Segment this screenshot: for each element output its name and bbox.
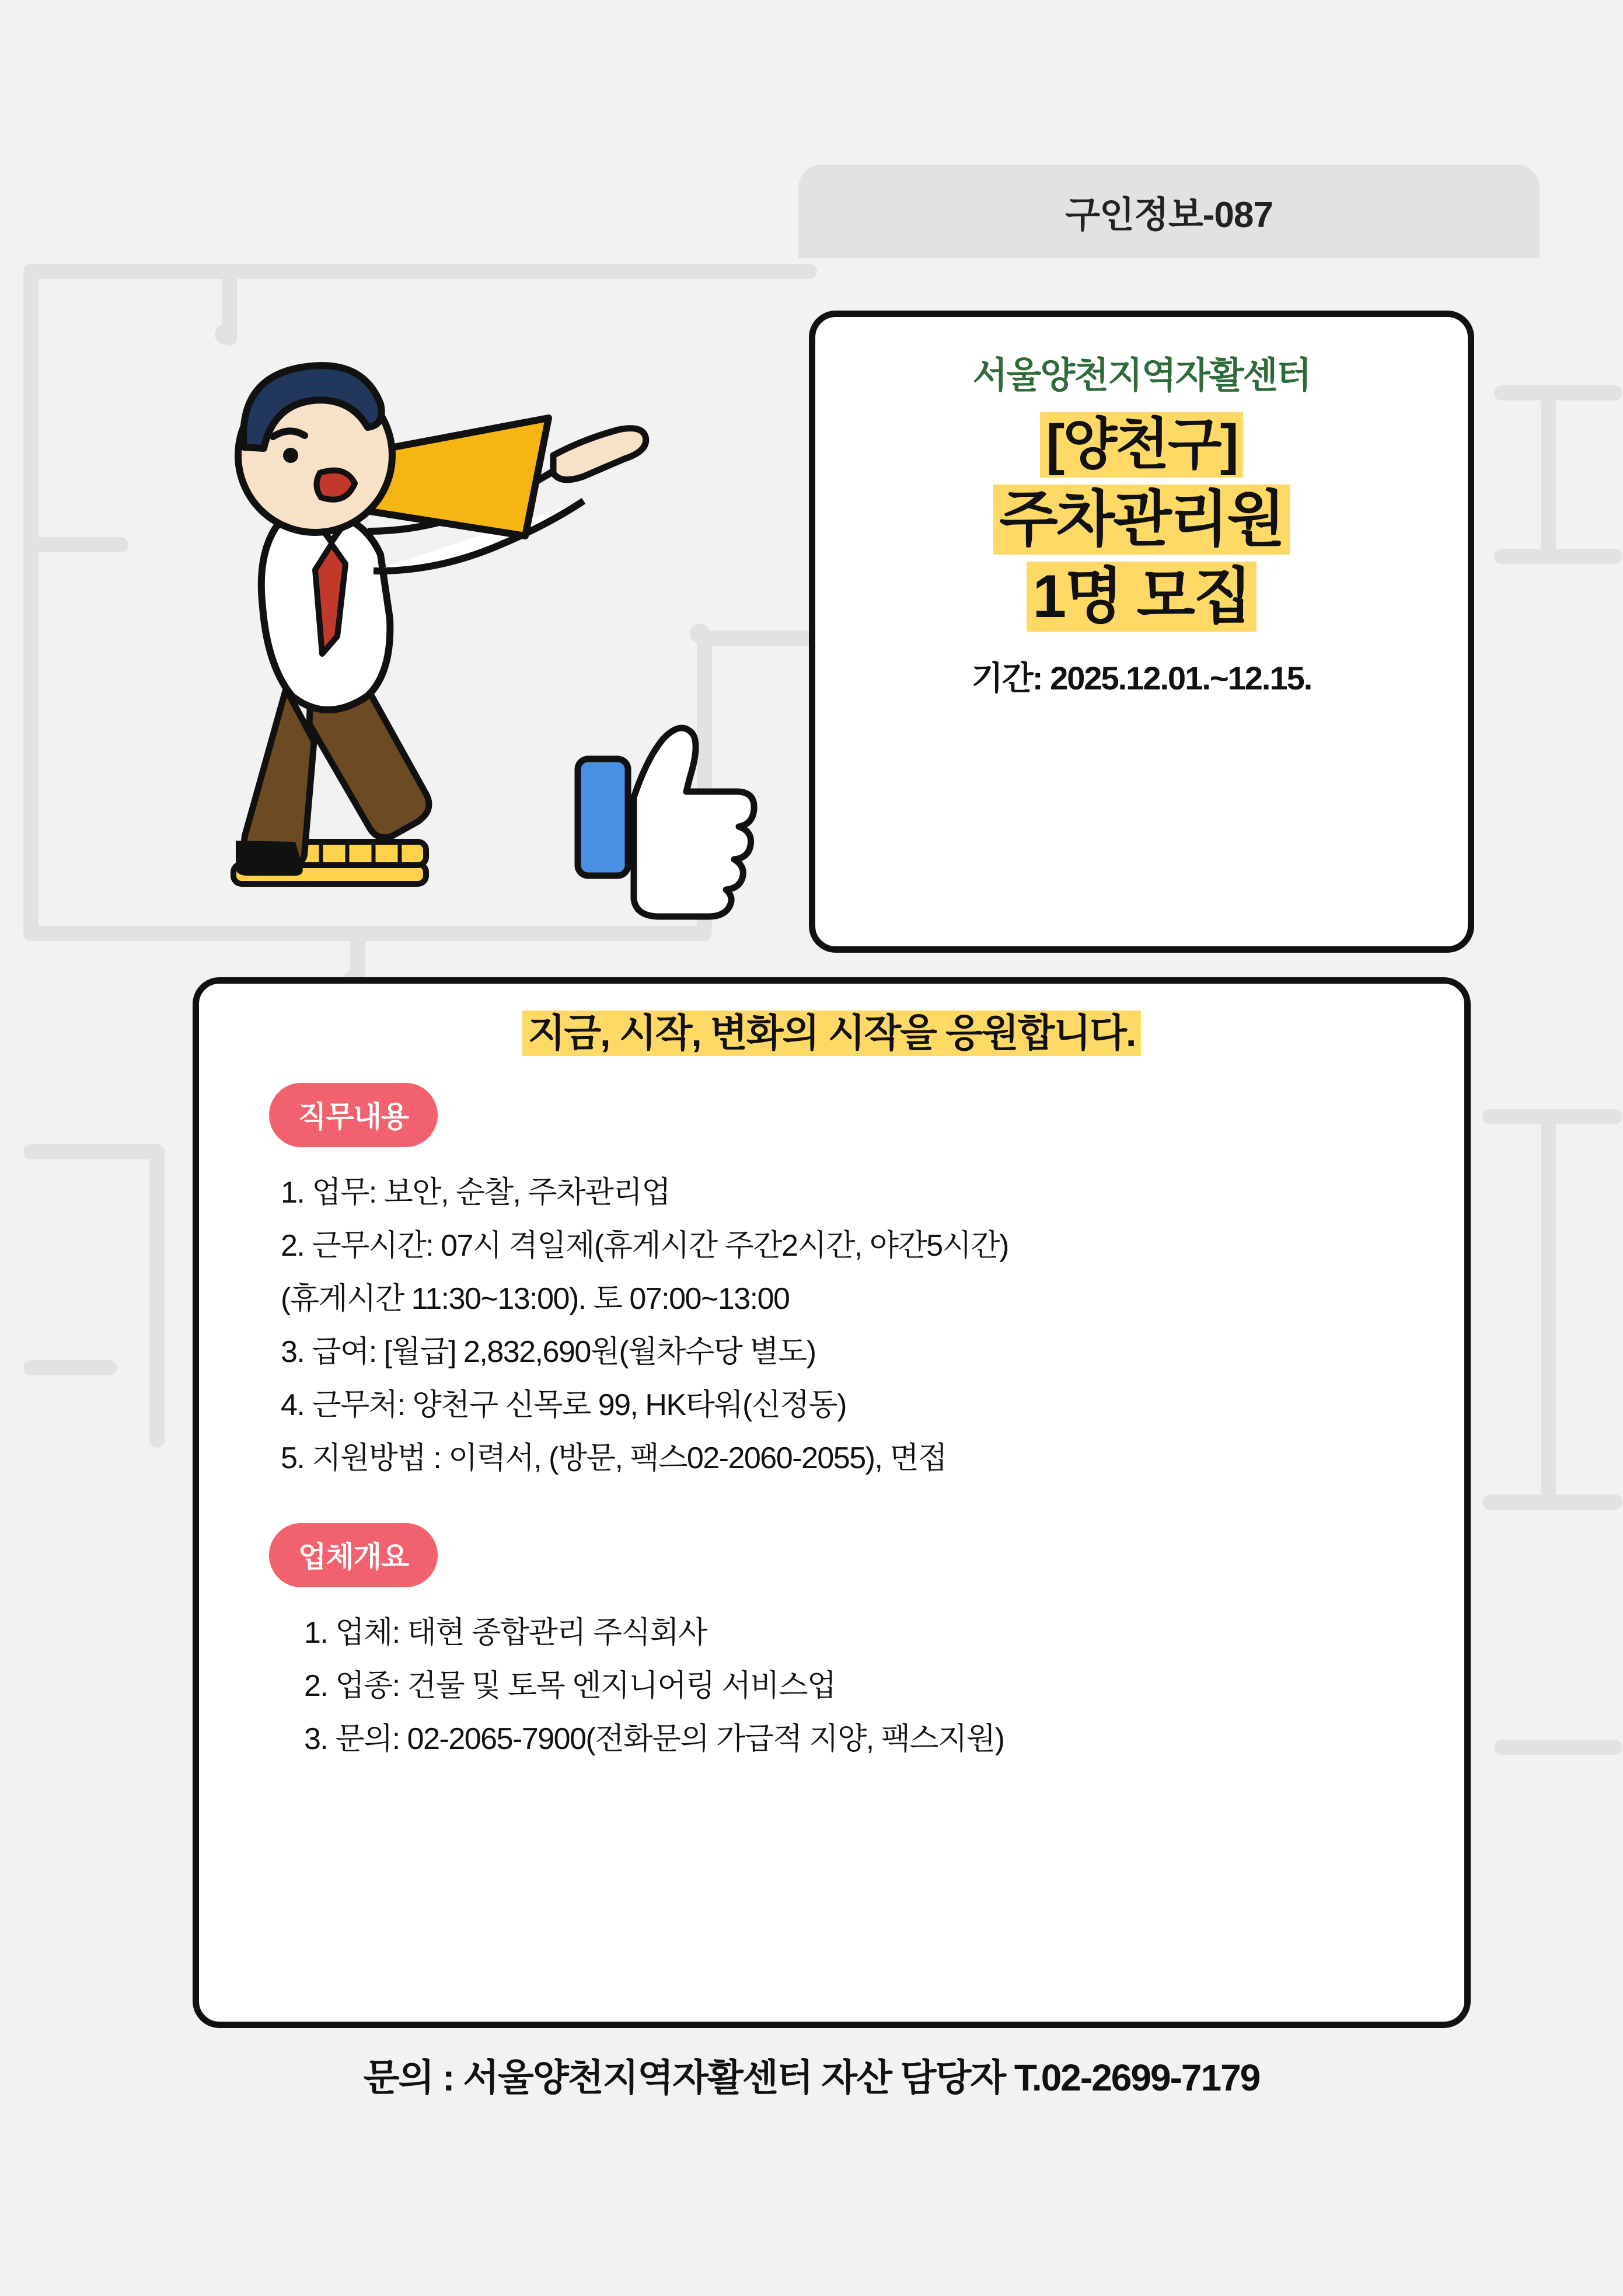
list-item: 3. 문의: 02-2065-7900(전화문의 가급적 지양, 팩스지원) (304, 1722, 1004, 1756)
job-number-label: 구인정보-087 (1065, 194, 1273, 235)
list-item: 2. 근무시간: 07시 격일제(휴게시간 주간2시간, 야간5시간) (281, 1228, 1008, 1263)
list-item: 5. 지원방법 : 이력서, (방문, 팩스02-2060-2055), 면접 (281, 1441, 947, 1475)
title-line-3: 1명 모집 (1027, 562, 1256, 632)
section-badge-duties: 직무내용 (269, 1083, 438, 1147)
footer-contact: 문의 : 서울양천지역자활센터 자산 담당자 T.02-2699-7179 (363, 2057, 1260, 2099)
details-card (193, 977, 1471, 2028)
list-item: 1. 업무: 보안, 순찰, 주차관리업 (281, 1175, 671, 1210)
illustration-man-with-megaphone (175, 280, 794, 934)
list-item: 4. 근무처: 양천구 신목로 99, HK타워(신정동) (281, 1388, 846, 1422)
section-badge-company: 업체개요 (269, 1523, 438, 1587)
title-card (809, 311, 1474, 953)
list-item: 2. 업종: 건물 및 토목 엔지니어링 서비스업 (304, 1668, 836, 1703)
slogan-text: 지금, 시작, 변화의 시작을 응원합니다. (522, 1011, 1142, 1056)
title-line-1: [양천구] (1040, 412, 1242, 478)
company-list (240, 1611, 1423, 1762)
recruit-period: 기간: 2025.12.01.~12.15. (971, 660, 1312, 697)
center-name: 서울양천지역자활센터 (972, 356, 1311, 396)
list-item: 1. 업체: 태현 종합관리 주식회사 (304, 1615, 707, 1650)
duties-list (240, 1170, 1423, 1481)
list-item: (휴게시간 11:30~13:00). 토 07:00~13:00 (281, 1281, 790, 1316)
list-item: 3. 급여: [월급] 2,832,690원(월차수당 별도) (281, 1335, 816, 1369)
header-tab (798, 165, 1540, 258)
title-line-2: 주차관리원 (993, 485, 1289, 555)
